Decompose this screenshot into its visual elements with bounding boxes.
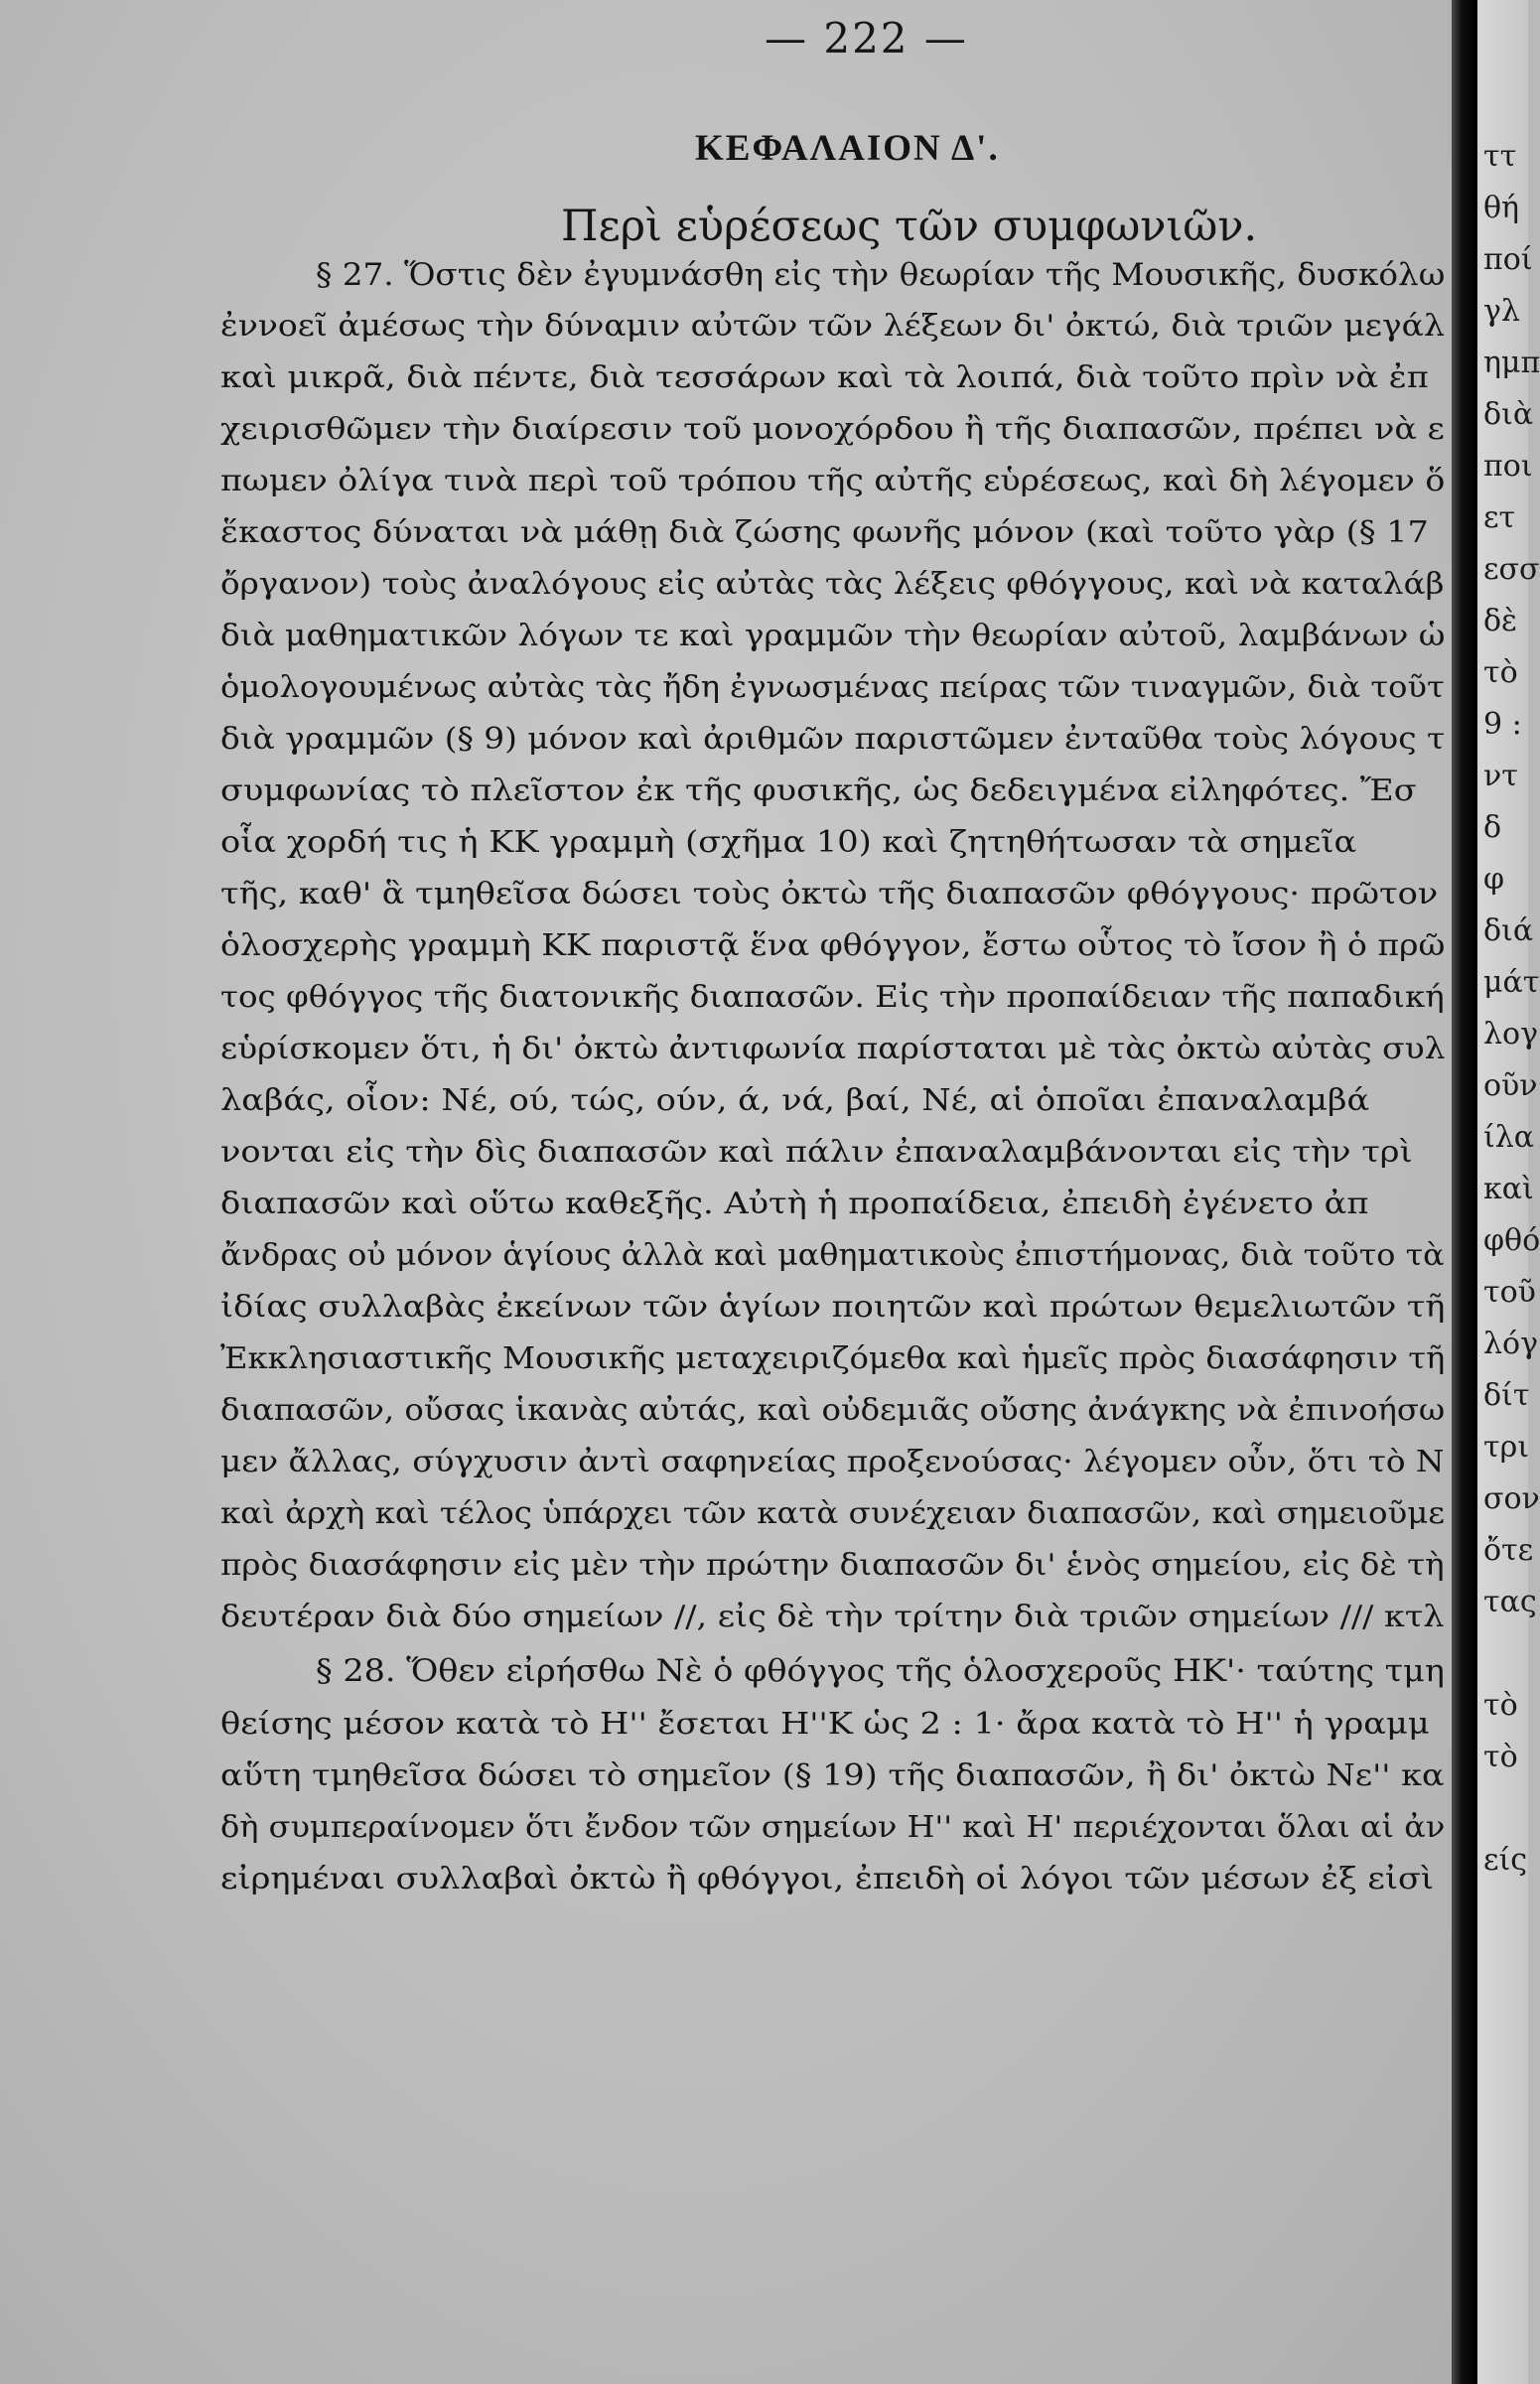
facing-page-fragment: εσσ xyxy=(1483,552,1540,587)
facing-page-fragment: είς xyxy=(1483,1843,1528,1878)
facing-page-fragment: λογ xyxy=(1483,1017,1539,1052)
facing-page-fragment: οῦν xyxy=(1483,1068,1538,1103)
facing-page-fragment: ὄτε xyxy=(1483,1533,1534,1568)
text-line: ἐννοεῖ ἀμέσως τὴν δύναμιν αὐτῶν τῶν λέξεων δι' ὀκτώ, διὰ τριῶν μεγάλ xyxy=(220,309,1445,344)
facing-page-fragment: τοῦ xyxy=(1483,1275,1536,1310)
facing-page-fragment: ετ xyxy=(1483,500,1516,535)
facing-page-fragment: καὶ xyxy=(1483,1172,1534,1206)
facing-page-fragment: 9 : xyxy=(1483,707,1522,742)
text-line: νονται εἰς τὴν δὶς διαπασῶν καὶ πάλιν ἐπαναλαμβάνονται εἰς τὴν τρὶ xyxy=(220,1135,1413,1170)
text-line: δὴ συμπεραίνομεν ὅτι ἔνδον τῶν σημείων Η'' καὶ Η' περιέχονται ὅλαι αἱ ἀν xyxy=(220,1810,1446,1845)
page-number: — 222 — xyxy=(765,14,968,63)
section-subtitle: Περὶ εὑρέσεως τῶν συμφωνιῶν. xyxy=(561,202,1258,251)
text-line: καὶ ἀρχὴ καὶ τέλος ὑπάρχει τῶν κατὰ συνέχειαν διαπασῶν, καὶ σημειοῦμε xyxy=(220,1496,1446,1531)
facing-page-fragment: τὸ xyxy=(1483,1740,1518,1774)
facing-page-fragment: γλ xyxy=(1483,294,1520,329)
text-line: § 27. Ὅστις δὲν ἐγυμνάσθη εἰς τὴν θεωρίαν τῆς Μουσικῆς, δυσκόλω xyxy=(316,257,1446,293)
text-line: ὄργανον) τοὺς ἀναλόγους εἰς αὐτὰς τὰς λέξεις φθόγγους, καὶ νὰ καταλάβ xyxy=(220,567,1445,602)
text-line: αὕτη τμηθεῖσα δώσει τὸ σημεῖον (§ 19) τῆς διαπασῶν, ἢ δι' ὀκτὼ Νε'' κα xyxy=(220,1758,1445,1793)
text-line: δευτέραν διὰ δύο σημείων //, εἰς δὲ τὴν τρίτην διὰ τριῶν σημείων /// κτλ xyxy=(220,1600,1445,1634)
text-line: πρὸς διασάφησιν εἰς μὲν τὴν πρώτην διαπασῶν δι' ἑνὸς σημείου, εἰς δὲ τὴ xyxy=(220,1548,1445,1583)
facing-page-fragment: σον xyxy=(1483,1481,1540,1516)
text-line: θείσης μέσον κατὰ τὸ Η'' ἔσεται Η''Κ ὡς 2 : 1· ἄρα κατὰ τὸ Η'' ἡ γραμμ xyxy=(220,1707,1430,1742)
text-line: διαπασῶν καὶ οὕτω καθεξῆς. Αὐτὴ ἡ προπαίδεια, ἐπειδὴ ἐγένετο ἀπ xyxy=(220,1187,1369,1221)
text-line: μεν ἄλλας, σύγχυσιν ἀντὶ σαφηνείας προξενούσας· λέγομεν οὖν, ὅτι τὸ Ν xyxy=(220,1445,1445,1479)
facing-page-fragment: ντ xyxy=(1483,759,1518,793)
text-line: διὰ γραμμῶν (§ 9) μόνον καὶ ἀριθμῶν παριστῶμεν ἐνταῦθα τοὺς λόγους τ xyxy=(220,722,1446,757)
text-line: οἷα χορδή τις ἡ ΚΚ γραμμὴ (σχῆμα 10) καὶ ζητηθήτωσαν τὰ σημεῖα xyxy=(220,825,1357,860)
facing-page-fragment: ττ xyxy=(1483,139,1517,174)
facing-page-fragment: τρι xyxy=(1483,1430,1529,1465)
facing-page-fragment: διὰ xyxy=(1483,397,1534,432)
text-line: χειρισθῶμεν τὴν διαίρεσιν τοῦ μονοχόρδου ἢ τῆς διαπασῶν, πρέπει νὰ ε xyxy=(220,412,1445,447)
text-line: ἄνδρας οὐ μόνον ἁγίους ἀλλὰ καὶ μαθηματικοὺς ἐπιστήμονας, διὰ τοῦτο τὰ xyxy=(220,1238,1445,1273)
text-line: τῆς, καθ' ἃ τμηθεῖσα δώσει τοὺς ὀκτὼ τῆς διαπασῶν φθόγγους· πρῶτον xyxy=(220,877,1439,912)
text-line: εὑρίσκομεν ὅτι, ἡ δι' ὀκτὼ ἀντιφωνία παρίσταται μὲ τὰς ὀκτὼ αὐτὰς συλ xyxy=(220,1032,1446,1066)
facing-page-fragment: φθό xyxy=(1483,1223,1540,1258)
text-line: εἰρημέναι συλλαβαὶ ὀκτὼ ἢ φθόγγοι, ἐπειδὴ οἱ λόγοι τῶν μέσων ἐξ εἰσὶ xyxy=(220,1862,1435,1896)
facing-page-fragment: λόγ xyxy=(1483,1327,1539,1361)
facing-page-fragment: ημπ xyxy=(1483,346,1540,380)
facing-page-fragment: ποί xyxy=(1483,242,1533,277)
text-line: § 28. Ὅθεν εἰρήσθω Νὲ ὁ φθόγγος τῆς ὁλοσχεροῦς ΗΚ'· ταύτης τμη xyxy=(316,1653,1445,1689)
chapter-title: ΚΕΦΑΛΑΙΟΝ Δ'. xyxy=(695,128,1000,169)
text-line: διὰ μαθηματικῶν λόγων τε καὶ γραμμῶν τὴν θεωρίαν αὐτοῦ, λαμβάνων ὡ xyxy=(220,619,1446,653)
text-line: πωμεν ὀλίγα τινὰ περὶ τοῦ τρόπου τῆς αὐτῆς εὑρέσεως, καὶ δὴ λέγομεν ὅ xyxy=(220,464,1446,498)
facing-page-fragment: ποι xyxy=(1483,449,1533,484)
facing-page-fragment: διά xyxy=(1483,913,1534,948)
facing-page-fragment: δίτ xyxy=(1483,1378,1530,1413)
binding-shadow xyxy=(1452,0,1477,2384)
facing-page-fragment: ίλα xyxy=(1483,1120,1535,1155)
text-line: συμφωνίας τὸ πλεῖστον ἐκ τῆς φυσικῆς, ὡς δεδειγμένα εἰληφότες. Ἔσ xyxy=(220,773,1417,808)
facing-page-fragment: θή xyxy=(1483,191,1520,225)
facing-page-fragment: φ xyxy=(1483,862,1505,897)
facing-page-fragment: τὸ xyxy=(1483,1688,1518,1723)
facing-page-fragment: τας xyxy=(1483,1585,1537,1619)
text-line: ὁμολογουμένως αὐτὰς τὰς ἤδη ἐγνωσμένας πείρας τῶν τιναγμῶν, διὰ τοῦτ xyxy=(220,670,1445,705)
text-line: ὁλοσχερὴς γραμμὴ ΚΚ παριστᾷ ἕνα φθόγγον, ἔστω οὗτος τὸ ἴσον ἢ ὁ πρῶ xyxy=(220,928,1446,963)
facing-page-fragment: μάτ xyxy=(1483,965,1540,1000)
text-line: ἰδίας συλλαβὰς ἐκείνων τῶν ἁγίων ποιητῶν καὶ πρώτων θεμελιωτῶν τῆ xyxy=(220,1290,1446,1325)
facing-page-fragment: δ xyxy=(1483,810,1502,845)
text-line: λαβάς, οἷον: Νέ, ού, τώς, ούν, ά, νά, βαί, Νέ, αἱ ὁποῖαι ἐπαναλαμβά xyxy=(220,1083,1370,1118)
facing-page-fragment: τὸ xyxy=(1483,655,1518,690)
text-line: Ἐκκλησιαστικῆς Μουσικῆς μεταχειριζόμεθα καὶ ἡμεῖς πρὸς διασάφησιν τῆ xyxy=(220,1341,1446,1376)
text-line: ἕκαστος δύναται νὰ μάθῃ διὰ ζώσης φωνῆς μόνον (καὶ τοῦτο γὰρ (§ 17 xyxy=(220,515,1429,550)
text-line: τος φθόγγος τῆς διατονικῆς διαπασῶν. Εἰς τὴν προπαίδειαν τῆς παπαδική xyxy=(220,980,1445,1015)
text-line: διαπασῶν, οὔσας ἱκανὰς αὐτάς, καὶ οὐδεμιᾶς οὔσης ἀνάγκης νὰ ἐπινοήσω xyxy=(220,1393,1446,1428)
text-line: καὶ μικρᾶ, διὰ πέντε, διὰ τεσσάρων καὶ τὰ λοιπά, διὰ τοῦτο πρὶν νὰ ἐπ xyxy=(220,360,1429,395)
facing-page-fragment: δὲ xyxy=(1483,604,1518,638)
facing-page-edge xyxy=(1477,0,1540,2384)
